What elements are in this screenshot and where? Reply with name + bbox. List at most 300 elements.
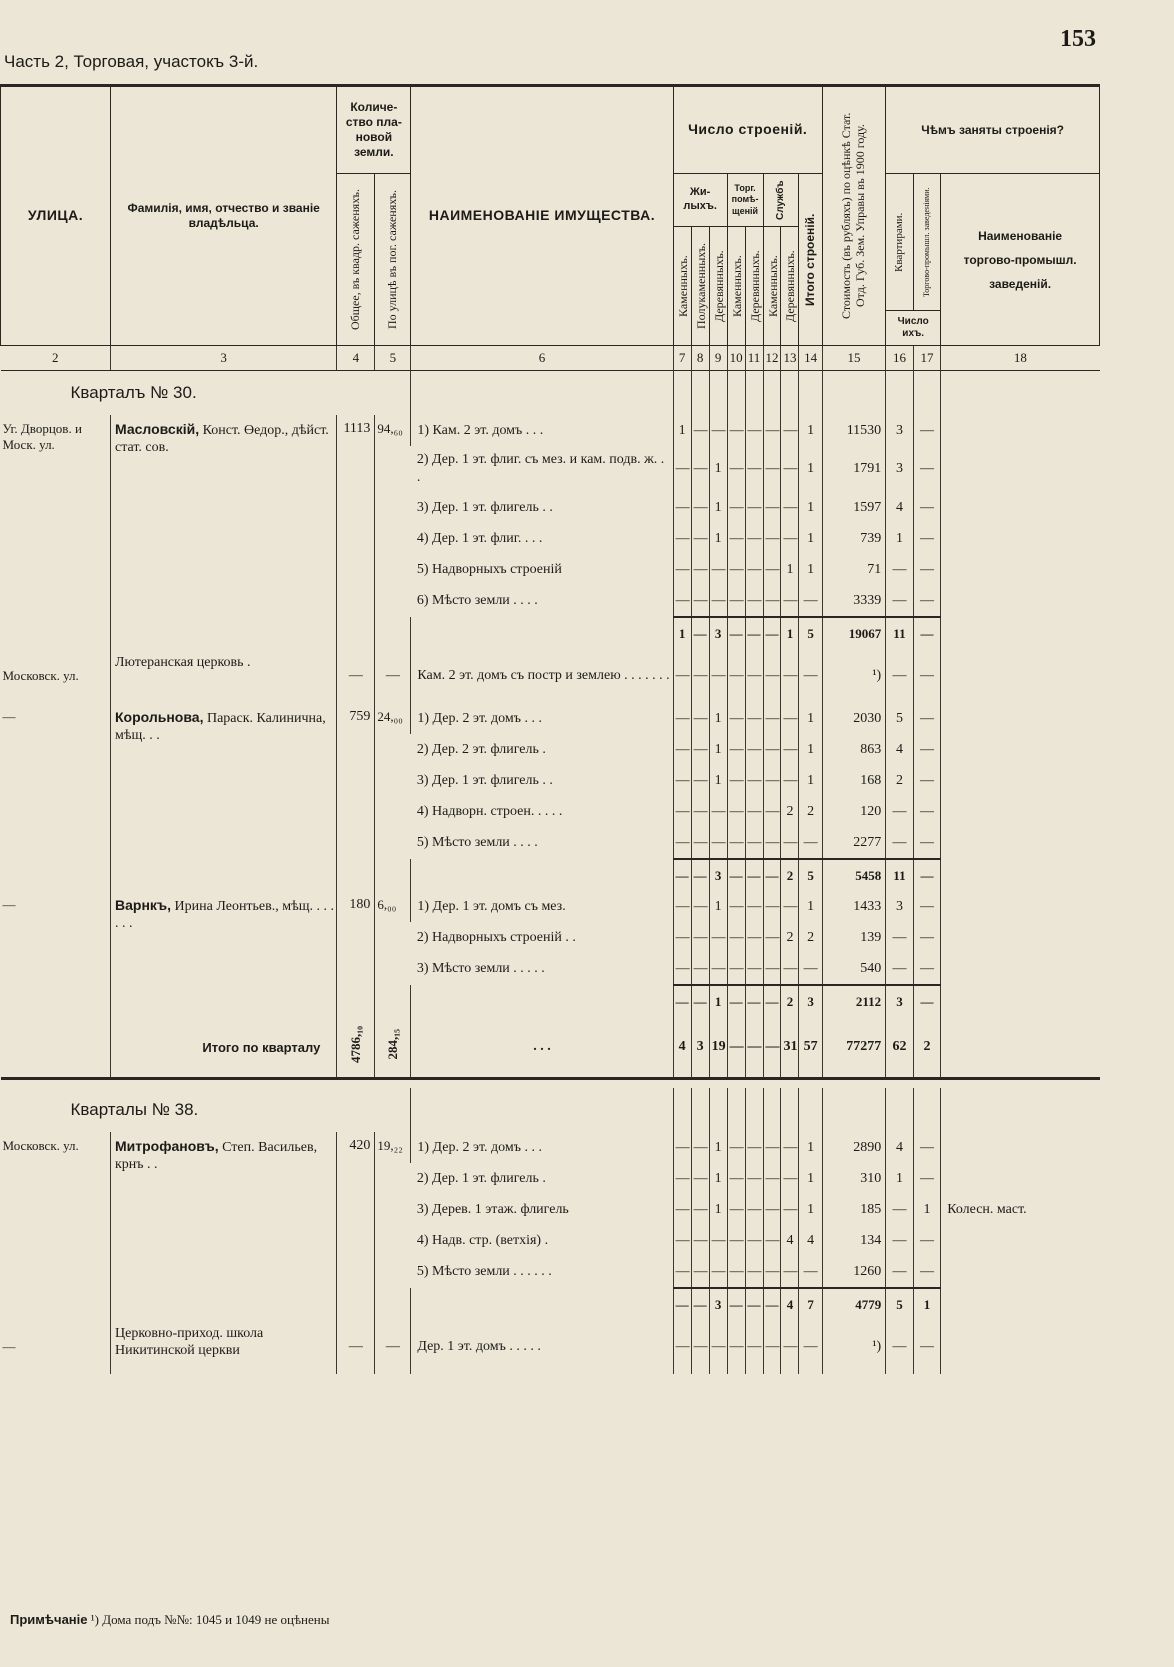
owner-name <box>111 703 337 859</box>
empty-cell <box>411 1088 673 1132</box>
count-service-wooden: 1 <box>781 617 799 649</box>
count-res-half-stone: — <box>691 415 709 446</box>
count-res-stone: — <box>673 796 691 827</box>
empty-cell <box>691 1088 709 1132</box>
count-total-buildings: 7 <box>799 1288 822 1320</box>
count-res-wooden: 19 <box>709 1017 727 1079</box>
value-cell: 168 <box>822 765 885 796</box>
count-res-half-stone: — <box>691 554 709 585</box>
count-service-wooden: — <box>781 492 799 523</box>
value-cell: 1260 <box>822 1256 885 1288</box>
land-frontage: — <box>375 649 411 703</box>
header-service-stone: Каменныхъ. <box>763 227 781 346</box>
count-service-wooden: 4 <box>781 1288 799 1320</box>
empty-cell <box>763 371 781 416</box>
trade-count: — <box>913 953 941 985</box>
apartments-count: 5 <box>886 1288 914 1320</box>
property-item: 2) Надворныхъ строеній . . <box>416 929 576 945</box>
column-number: 3 <box>111 346 337 371</box>
count-service-stone: — <box>763 554 781 585</box>
count-total-buildings: 57 <box>799 1017 822 1079</box>
value-cell: 1597 <box>822 492 885 523</box>
header-trade-stone: Каменныхъ. <box>727 227 745 346</box>
count-res-wooden: 1 <box>709 1194 727 1225</box>
enterprise-name <box>941 446 1100 492</box>
count-res-half-stone: 3 <box>691 1017 709 1079</box>
count-service-stone: — <box>763 765 781 796</box>
street-name: Уг. Дворцов. и Моск. ул. <box>2 421 82 452</box>
empty-cell <box>781 371 799 416</box>
count-res-stone: — <box>673 1163 691 1194</box>
empty-cell <box>745 371 763 416</box>
enterprise-name <box>941 585 1100 617</box>
apartments-count: 4 <box>886 492 914 523</box>
empty-cell <box>411 985 673 1017</box>
land-frontage: — <box>375 1320 411 1374</box>
apartments-count: — <box>886 953 914 985</box>
street-name: Московск. ул. <box>2 668 79 683</box>
count-total-buildings: — <box>799 827 822 859</box>
apartments-count: 3 <box>886 891 914 922</box>
owner-name <box>111 1132 337 1288</box>
empty-cell <box>411 1288 673 1320</box>
count-res-wooden: 1 <box>709 734 727 765</box>
count-res-stone: — <box>673 585 691 617</box>
count-res-half-stone: — <box>691 734 709 765</box>
footnote <box>10 1612 329 1628</box>
count-res-wooden: 1 <box>709 891 727 922</box>
count-res-half-stone: — <box>691 827 709 859</box>
count-service-stone: — <box>763 827 781 859</box>
divider-line <box>1 1079 1100 1089</box>
land-frontage: 19,₂₂ <box>375 1132 411 1288</box>
section-divider <box>1 1079 1100 1089</box>
property-item: 5) Надворныхъ строеній <box>416 561 562 577</box>
value-cell: 2890 <box>822 1132 885 1163</box>
trade-count: — <box>913 891 941 922</box>
column-number: 18 <box>941 346 1100 371</box>
count-res-stone: — <box>673 703 691 734</box>
column-number: 12 <box>763 346 781 371</box>
count-service-wooden: — <box>781 734 799 765</box>
count-res-half-stone: — <box>691 1132 709 1163</box>
apartments-count: — <box>886 827 914 859</box>
count-res-half-stone: — <box>691 1256 709 1288</box>
empty-cell <box>111 859 337 891</box>
value-cell: 2277 <box>822 827 885 859</box>
property-item: 1) Дер. 2 эт. домъ . . . <box>411 1132 673 1163</box>
count-res-half-stone: — <box>691 891 709 922</box>
header-residential: Жилыхъ. <box>673 174 727 227</box>
count-service-stone: — <box>763 922 781 953</box>
trade-count: — <box>913 1132 941 1163</box>
value-cell: 4779 <box>822 1288 885 1320</box>
count-service-wooden: — <box>781 1194 799 1225</box>
count-total-buildings: 2 <box>799 796 822 827</box>
property-item: 3) Дер. 1 эт. флигель . . <box>416 772 553 788</box>
trade-count: — <box>913 703 941 734</box>
count-service-stone: — <box>763 1017 781 1079</box>
count-service-wooden: — <box>781 649 799 703</box>
count-trade-wooden: — <box>745 1256 763 1288</box>
footnote-text: ¹) Дома подъ №№: 1045 и 1049 не оцѣнены <box>90 1612 330 1627</box>
land-frontage: 24,₀₀ <box>375 703 411 859</box>
count-service-wooden: 2 <box>781 859 799 891</box>
property-item: 5) Мѣсто земли . . . . . . <box>416 1264 552 1279</box>
count-total-buildings: 1 <box>799 446 822 492</box>
apartments-count: — <box>886 922 914 953</box>
value-cell: 120 <box>822 796 885 827</box>
count-trade-wooden: — <box>745 703 763 734</box>
owner-details: Параск. Калинична, мѣщ. . . <box>115 711 326 743</box>
count-service-stone: — <box>763 734 781 765</box>
land-frontage: 6,₀₀ <box>375 891 411 985</box>
enterprise-name <box>941 1163 1100 1194</box>
count-res-half-stone: — <box>691 985 709 1017</box>
empty-cell <box>111 985 337 1017</box>
empty-cell <box>799 1088 822 1132</box>
count-trade-stone: — <box>727 523 745 554</box>
count-res-stone: — <box>673 649 691 703</box>
owner-surname: Корольнова, <box>115 709 204 725</box>
empty-cell <box>411 859 673 891</box>
count-trade-stone: — <box>727 703 745 734</box>
count-res-wooden: 1 <box>709 446 727 492</box>
trade-count: — <box>913 1320 941 1374</box>
empty-cell <box>1 1288 111 1320</box>
apartments-count: — <box>886 554 914 585</box>
count-res-half-stone: — <box>691 585 709 617</box>
count-service-stone: — <box>763 796 781 827</box>
count-trade-wooden: — <box>745 554 763 585</box>
count-trade-wooden: — <box>745 1132 763 1163</box>
count-total-buildings: 1 <box>799 703 822 734</box>
count-total-buildings: 1 <box>799 1163 822 1194</box>
trade-count: 1 <box>913 1194 941 1225</box>
apartments-count: — <box>886 649 914 703</box>
trade-count: — <box>913 827 941 859</box>
count-res-wooden: — <box>709 953 727 985</box>
header-buildings-count: Число строеній. <box>673 86 822 174</box>
owner-details: Ирина Леонтьев., мѣщ. . . . . . . <box>115 899 334 931</box>
column-number: 10 <box>727 346 745 371</box>
count-total-buildings: — <box>799 585 822 617</box>
count-trade-wooden: — <box>745 827 763 859</box>
count-service-stone: — <box>763 585 781 617</box>
enterprise-name <box>941 922 1100 953</box>
count-trade-stone: — <box>727 1225 745 1256</box>
quarter-total-frontage-value: 284,₁₅ <box>384 1029 400 1060</box>
count-res-half-stone: — <box>691 922 709 953</box>
street-name: — <box>2 897 16 912</box>
count-trade-stone: — <box>727 1017 745 1079</box>
enterprise-name <box>941 953 1100 985</box>
count-res-wooden: — <box>709 827 727 859</box>
apartments-count: — <box>886 1320 914 1374</box>
count-total-buildings: — <box>799 649 822 703</box>
empty-cell <box>375 985 411 1017</box>
count-total-buildings: 1 <box>799 415 822 446</box>
count-total-buildings: — <box>799 1320 822 1374</box>
empty-cell <box>709 1088 727 1132</box>
count-total-buildings: 1 <box>799 891 822 922</box>
quarter-total-label: Итого по кварталу <box>111 1017 337 1079</box>
count-res-half-stone: — <box>691 617 709 649</box>
count-service-stone: — <box>763 617 781 649</box>
owner-name <box>111 891 337 985</box>
value-cell: 1433 <box>822 891 885 922</box>
count-trade-stone: — <box>727 922 745 953</box>
count-trade-wooden: — <box>745 415 763 446</box>
count-trade-stone: — <box>727 734 745 765</box>
enterprise-name <box>941 891 1100 922</box>
header-res-wooden: Деревянныхъ. <box>709 227 727 346</box>
count-service-stone: — <box>763 1225 781 1256</box>
count-trade-stone: — <box>727 1256 745 1288</box>
count-service-stone: — <box>763 492 781 523</box>
count-total-buildings: 2 <box>799 922 822 953</box>
owner-details: Лютеранская церковь . <box>115 655 251 670</box>
enterprise-name <box>941 1256 1100 1288</box>
empty-cell <box>941 1288 1100 1320</box>
empty-cell <box>822 371 885 416</box>
count-res-wooden: — <box>709 1256 727 1288</box>
count-res-wooden: 3 <box>709 1288 727 1320</box>
count-res-stone: — <box>673 765 691 796</box>
column-number: 5 <box>375 346 411 371</box>
column-number: 9 <box>709 346 727 371</box>
count-service-stone: — <box>763 985 781 1017</box>
column-number: 7 <box>673 346 691 371</box>
apartments-count: 11 <box>886 617 914 649</box>
quarter-heading-row <box>1 1088 1100 1132</box>
value-cell: 5458 <box>822 859 885 891</box>
apartments-count: 1 <box>886 1163 914 1194</box>
apartments-count: 4 <box>886 734 914 765</box>
count-total-buildings: — <box>799 1256 822 1288</box>
apartments-count: — <box>886 1194 914 1225</box>
count-res-half-stone: — <box>691 1225 709 1256</box>
count-total-buildings: 1 <box>799 1132 822 1163</box>
count-res-stone: — <box>673 554 691 585</box>
count-res-stone: — <box>673 1132 691 1163</box>
empty-cell <box>886 371 914 416</box>
count-res-wooden: — <box>709 415 727 446</box>
count-service-stone: — <box>763 649 781 703</box>
count-res-half-stone: — <box>691 1320 709 1374</box>
count-res-wooden: — <box>709 554 727 585</box>
count-res-stone: — <box>673 953 691 985</box>
land-area: 180 <box>337 891 375 985</box>
empty-cell <box>913 1088 941 1132</box>
quarter-title: Кварталы № 38. <box>70 1100 199 1119</box>
trade-count: 1 <box>913 1288 941 1320</box>
enterprise-name <box>941 703 1100 734</box>
page-number: 153 <box>1060 26 1096 52</box>
count-trade-stone: — <box>727 891 745 922</box>
empty-cell <box>337 985 375 1017</box>
trade-count: — <box>913 415 941 446</box>
enterprise-name <box>941 796 1100 827</box>
apartments-count: — <box>886 585 914 617</box>
trade-count: — <box>913 922 941 953</box>
empty-cell <box>691 371 709 416</box>
trade-count: — <box>913 649 941 703</box>
count-trade-stone: — <box>727 415 745 446</box>
quarter-total-row <box>1 1017 1100 1079</box>
count-service-stone: — <box>763 415 781 446</box>
value-cell: 2112 <box>822 985 885 1017</box>
value-cell: 134 <box>822 1225 885 1256</box>
enterprise-name <box>941 1225 1100 1256</box>
empty-cell <box>375 859 411 891</box>
count-trade-stone: — <box>727 649 745 703</box>
count-service-stone: — <box>763 1320 781 1374</box>
count-total-buildings: 3 <box>799 985 822 1017</box>
owner-details: Церковно-приход. школа Никитинской церкви <box>115 1326 264 1358</box>
count-res-wooden: 1 <box>709 765 727 796</box>
count-res-wooden: 3 <box>709 859 727 891</box>
empty-cell <box>941 1017 1100 1079</box>
enterprise-name <box>941 1132 1100 1163</box>
land-area: 1113 <box>337 415 375 617</box>
apartments-count: — <box>886 1256 914 1288</box>
count-res-wooden: 1 <box>709 492 727 523</box>
count-res-stone: — <box>673 1225 691 1256</box>
apartments-count: 11 <box>886 859 914 891</box>
empty-cell <box>337 859 375 891</box>
empty-cell <box>745 1088 763 1132</box>
count-service-wooden: 2 <box>781 796 799 827</box>
owner-details: Степ. Васильев, крнъ . . <box>115 1140 318 1172</box>
enterprise-name <box>941 734 1100 765</box>
owner-surname: Митрофановъ, <box>115 1138 219 1154</box>
count-service-wooden: — <box>781 953 799 985</box>
value-cell: ¹) <box>822 1320 885 1374</box>
count-res-stone: — <box>673 985 691 1017</box>
count-trade-wooden: — <box>745 446 763 492</box>
header-owner: Фамилія, имя, отчество и званіе владѣльца. <box>111 86 337 346</box>
count-service-stone: — <box>763 1256 781 1288</box>
count-res-wooden: 1 <box>709 985 727 1017</box>
count-trade-stone: — <box>727 765 745 796</box>
count-service-stone: — <box>763 859 781 891</box>
count-total-buildings: 1 <box>799 1194 822 1225</box>
count-service-wooden: 2 <box>781 922 799 953</box>
property-item: Кам. 2 эт. домъ съ постр и землею . . . . . . . <box>411 649 673 703</box>
count-res-wooden: — <box>709 796 727 827</box>
property-item: Дер. 1 эт. домъ . . . . . <box>411 1320 673 1374</box>
count-res-stone: 1 <box>673 415 691 446</box>
count-res-wooden: 1 <box>709 1163 727 1194</box>
trade-count: — <box>913 859 941 891</box>
property-item: 4) Надворн. строен. . . . . <box>416 803 563 819</box>
count-service-wooden: — <box>781 1256 799 1288</box>
header-count-of: Число ихъ. <box>886 311 941 346</box>
count-res-wooden: 1 <box>709 1132 727 1163</box>
value-cell: 1791 <box>822 446 885 492</box>
empty-cell <box>913 371 941 416</box>
value-cell: 739 <box>822 523 885 554</box>
property-item: 2) Дер. 1 эт. флигель . <box>416 1170 546 1186</box>
empty-cell <box>375 1288 411 1320</box>
property-item: 3) Дерев. 1 этаж. флигель <box>416 1201 569 1217</box>
count-service-wooden: — <box>781 1132 799 1163</box>
count-total-buildings: — <box>799 953 822 985</box>
owner-surname: Варнкъ, <box>115 897 172 913</box>
header-street: УЛИЦА. <box>1 86 111 346</box>
owner-name <box>111 1320 337 1374</box>
value-cell: ¹) <box>822 649 885 703</box>
count-res-stone: — <box>673 891 691 922</box>
count-res-half-stone: — <box>691 796 709 827</box>
table-header <box>1 86 1100 346</box>
count-trade-wooden: — <box>745 1017 763 1079</box>
apartments-count: 3 <box>886 985 914 1017</box>
count-service-wooden: — <box>781 1320 799 1374</box>
count-trade-stone: — <box>727 1288 745 1320</box>
count-total-buildings: 1 <box>799 523 822 554</box>
count-service-wooden: 1 <box>781 554 799 585</box>
count-trade-stone: — <box>727 585 745 617</box>
count-trade-stone: — <box>727 953 745 985</box>
count-res-wooden: — <box>709 922 727 953</box>
value-cell: 11530 <box>822 415 885 446</box>
count-trade-stone: — <box>727 554 745 585</box>
property-item: 3) Дер. 1 эт. флигель . . <box>416 499 553 515</box>
property-item: 1) Кам. 2 эт. домъ . . . <box>411 415 673 446</box>
value-cell: 2030 <box>822 703 885 734</box>
street-name: — <box>2 709 16 724</box>
trade-count: — <box>913 796 941 827</box>
empty-cell <box>763 1088 781 1132</box>
apartments-count: 5 <box>886 703 914 734</box>
header-trade-industrial: Торгово-промышл. заведеніями. <box>913 174 941 311</box>
header-res-stone: Каменныхъ. <box>673 227 691 346</box>
count-trade-wooden: — <box>745 891 763 922</box>
header-land-total: Общее, въ квадр. саженяхъ. <box>337 174 375 346</box>
property-item: 2) Дер. 1 эт. флиг. съ мез. и кам. подв. ж. . . <box>416 451 665 485</box>
apartments-count: — <box>886 796 914 827</box>
count-res-half-stone: — <box>691 523 709 554</box>
count-res-half-stone: — <box>691 953 709 985</box>
value-cell: 185 <box>822 1194 885 1225</box>
count-trade-wooden: — <box>745 649 763 703</box>
count-res-stone: — <box>673 492 691 523</box>
empty-cell <box>822 1088 885 1132</box>
enterprise-name <box>941 523 1100 554</box>
count-trade-stone: — <box>727 446 745 492</box>
trade-count: — <box>913 492 941 523</box>
count-res-stone: — <box>673 446 691 492</box>
count-service-stone: — <box>763 523 781 554</box>
value-cell: 540 <box>822 953 885 985</box>
count-total-buildings: 1 <box>799 554 822 585</box>
trade-count: — <box>913 765 941 796</box>
owner-details: Конст. Өедор., дѣйст. стат. сов. <box>115 423 329 455</box>
trade-count: — <box>913 617 941 649</box>
trade-count: — <box>913 985 941 1017</box>
quarter-heading-row <box>1 371 1100 416</box>
property-item: 6) Мѣсто земли . . . . <box>416 593 538 608</box>
owner-total-row <box>1 859 1100 891</box>
count-trade-wooden: — <box>745 617 763 649</box>
count-res-half-stone: — <box>691 703 709 734</box>
header-total-buildings: Итого строеній. <box>799 174 822 346</box>
property-item: 3) Мѣсто земли . . . . . <box>416 961 545 976</box>
column-number: 8 <box>691 346 709 371</box>
land-area: — <box>337 1320 375 1374</box>
